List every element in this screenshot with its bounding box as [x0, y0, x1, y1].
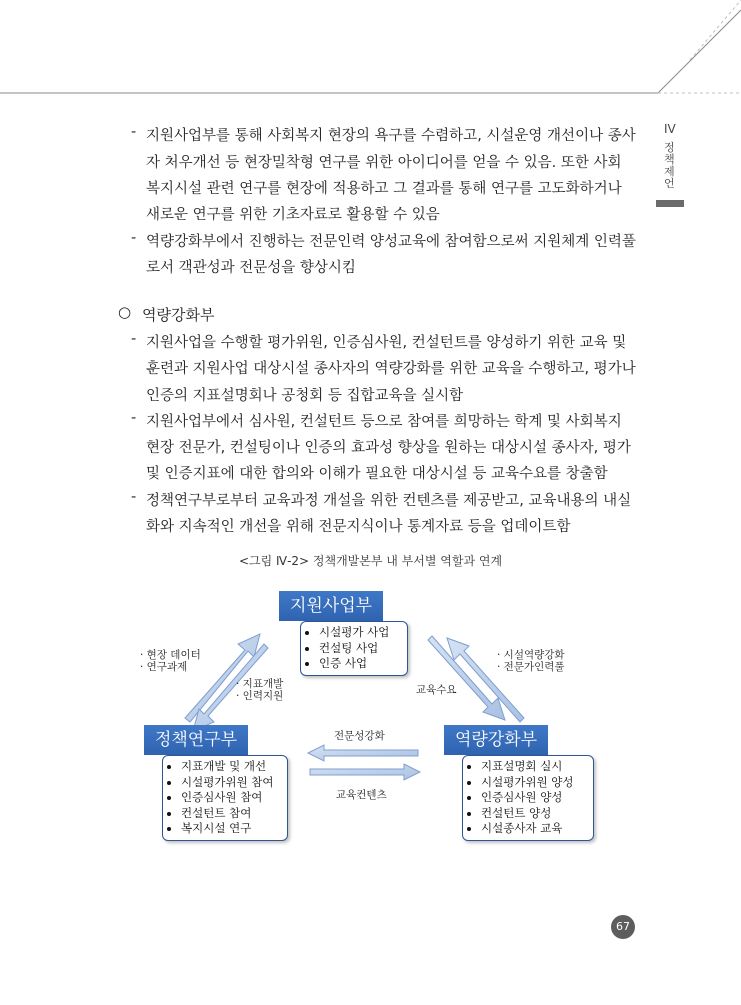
label-bottom-bottom: 교육컨텐츠 — [336, 789, 387, 801]
paragraph-line: 화와 지속적인 개선을 위해 전문지식이나 통계자료 등을 업데이트함 — [146, 519, 571, 535]
chapter-title-vertical: 정책제언 — [664, 141, 675, 190]
paragraph-line: 역량강화부에서 진행하는 전문인력 양성교육에 참여함으로써 지원체계 인력풀 — [146, 234, 636, 250]
list-item: • 시설평가위원 양성 — [481, 775, 587, 791]
figure-caption: <그림 Ⅳ-2> 정책개발본부 내 부서별 역할과 연계 — [238, 554, 503, 568]
list-item: • 시설종사자 교육 — [481, 821, 587, 837]
arrow-research-to-capacity — [310, 764, 420, 780]
paragraph-line: 로서 객관성과 전문성을 향상시킴 — [146, 260, 356, 276]
paragraph-line: 및 인증지표에 대한 합의와 이해가 필요한 대상시설 등 교육수요를 창출함 — [146, 466, 608, 482]
research-dept-list — [162, 755, 288, 841]
label-left-inner-1: · 지표개발 — [236, 678, 284, 690]
list-item: • 컨설팅 사업 — [319, 641, 401, 657]
paragraph-line: 정책연구부로부터 교육과정 개설을 위한 컨텐츠를 제공받고, 교육내용의 내실 — [146, 493, 632, 509]
list-item: • 지표개발 및 개선 — [181, 759, 281, 775]
list-item: • 컨설턴트 참여 — [181, 806, 281, 822]
list-item: • 복지시설 연구 — [181, 821, 281, 837]
section-bullet: ○ — [118, 303, 132, 321]
label-left-outer-1: · 현장 데이터 — [140, 649, 201, 661]
list-item: • 인증심사원 양성 — [481, 790, 587, 806]
dash-bullet: - — [131, 331, 137, 347]
paragraph-line: 복지시설 관련 연구를 현장에 적용하고 그 결과를 통해 연구를 고도화하거나 — [146, 181, 622, 197]
list-item: • 인증 사업 — [319, 656, 401, 672]
paragraph-line: 현장 전문가, 컨설팅이나 인증의 효과성 향상을 원하는 대상시설 종사자, 평가 — [146, 440, 631, 456]
list-item: • 시설평가위원 참여 — [181, 775, 281, 791]
paragraph-line: 새로운 연구를 위한 기초자료로 활용할 수 있음 — [146, 207, 440, 223]
dash-bullet: - — [131, 489, 137, 505]
paragraph-line: 지원사업을 수행할 평가위원, 인증심사원, 컨설턴트를 양성하기 위한 교육 및 — [146, 335, 627, 351]
paragraph-line: 지원사업부에서 심사원, 컨설턴트 등으로 참여를 희망하는 학계 및 사회복지 — [146, 414, 622, 430]
section-title: 역량강화부 — [142, 306, 215, 324]
chapter-roman-numeral: IV — [664, 122, 676, 136]
label-left-inner-2: · 인력지원 — [236, 690, 284, 702]
research-dept-title: 정책연구부 — [144, 725, 248, 755]
list-item: • 인증심사원 참여 — [181, 790, 281, 806]
list-item: • 컨설턴트 양성 — [481, 806, 587, 822]
label-bottom-top: 전문성강화 — [334, 730, 385, 742]
arrow-capacity-to-research — [308, 745, 418, 761]
paragraph-line: 자 처우개선 등 현장밀착형 연구를 위한 아이디어를 얻을 수 있음. 또한 사회 — [146, 155, 622, 171]
support-dept-list — [300, 621, 408, 676]
label-right-inner: 교육수요 — [416, 684, 457, 696]
label-right-outer-2: · 전문가인력풀 — [497, 661, 565, 673]
list-item: • 지표설명회 실시 — [481, 759, 587, 775]
support-dept-title: 지원사업부 — [279, 591, 383, 621]
dash-bullet: - — [131, 410, 137, 426]
paragraph-line: 지원사업부를 통해 사회복지 현장의 욕구를 수렴하고, 시설운영 개선이나 종사 — [146, 128, 636, 144]
capacity-dept-title: 역량강화부 — [444, 725, 548, 755]
label-right-outer-1: · 시설역량강화 — [497, 649, 565, 661]
page-number: 67 — [611, 915, 635, 939]
paragraph-line: 훈련과 지원사업 대상시설 종사자의 역량강화를 위한 교육을 수행하고, 평가나 — [146, 361, 636, 377]
dash-bullet: - — [131, 124, 137, 140]
capacity-dept-list — [462, 755, 594, 841]
label-left-outer-2: · 연구과제 — [140, 661, 188, 673]
list-item: • 시설평가 사업 — [319, 625, 401, 641]
paragraph-line: 인증의 지표설명회나 공청회 등 집합교육을 실시함 — [146, 388, 464, 404]
dash-bullet: - — [131, 230, 137, 246]
